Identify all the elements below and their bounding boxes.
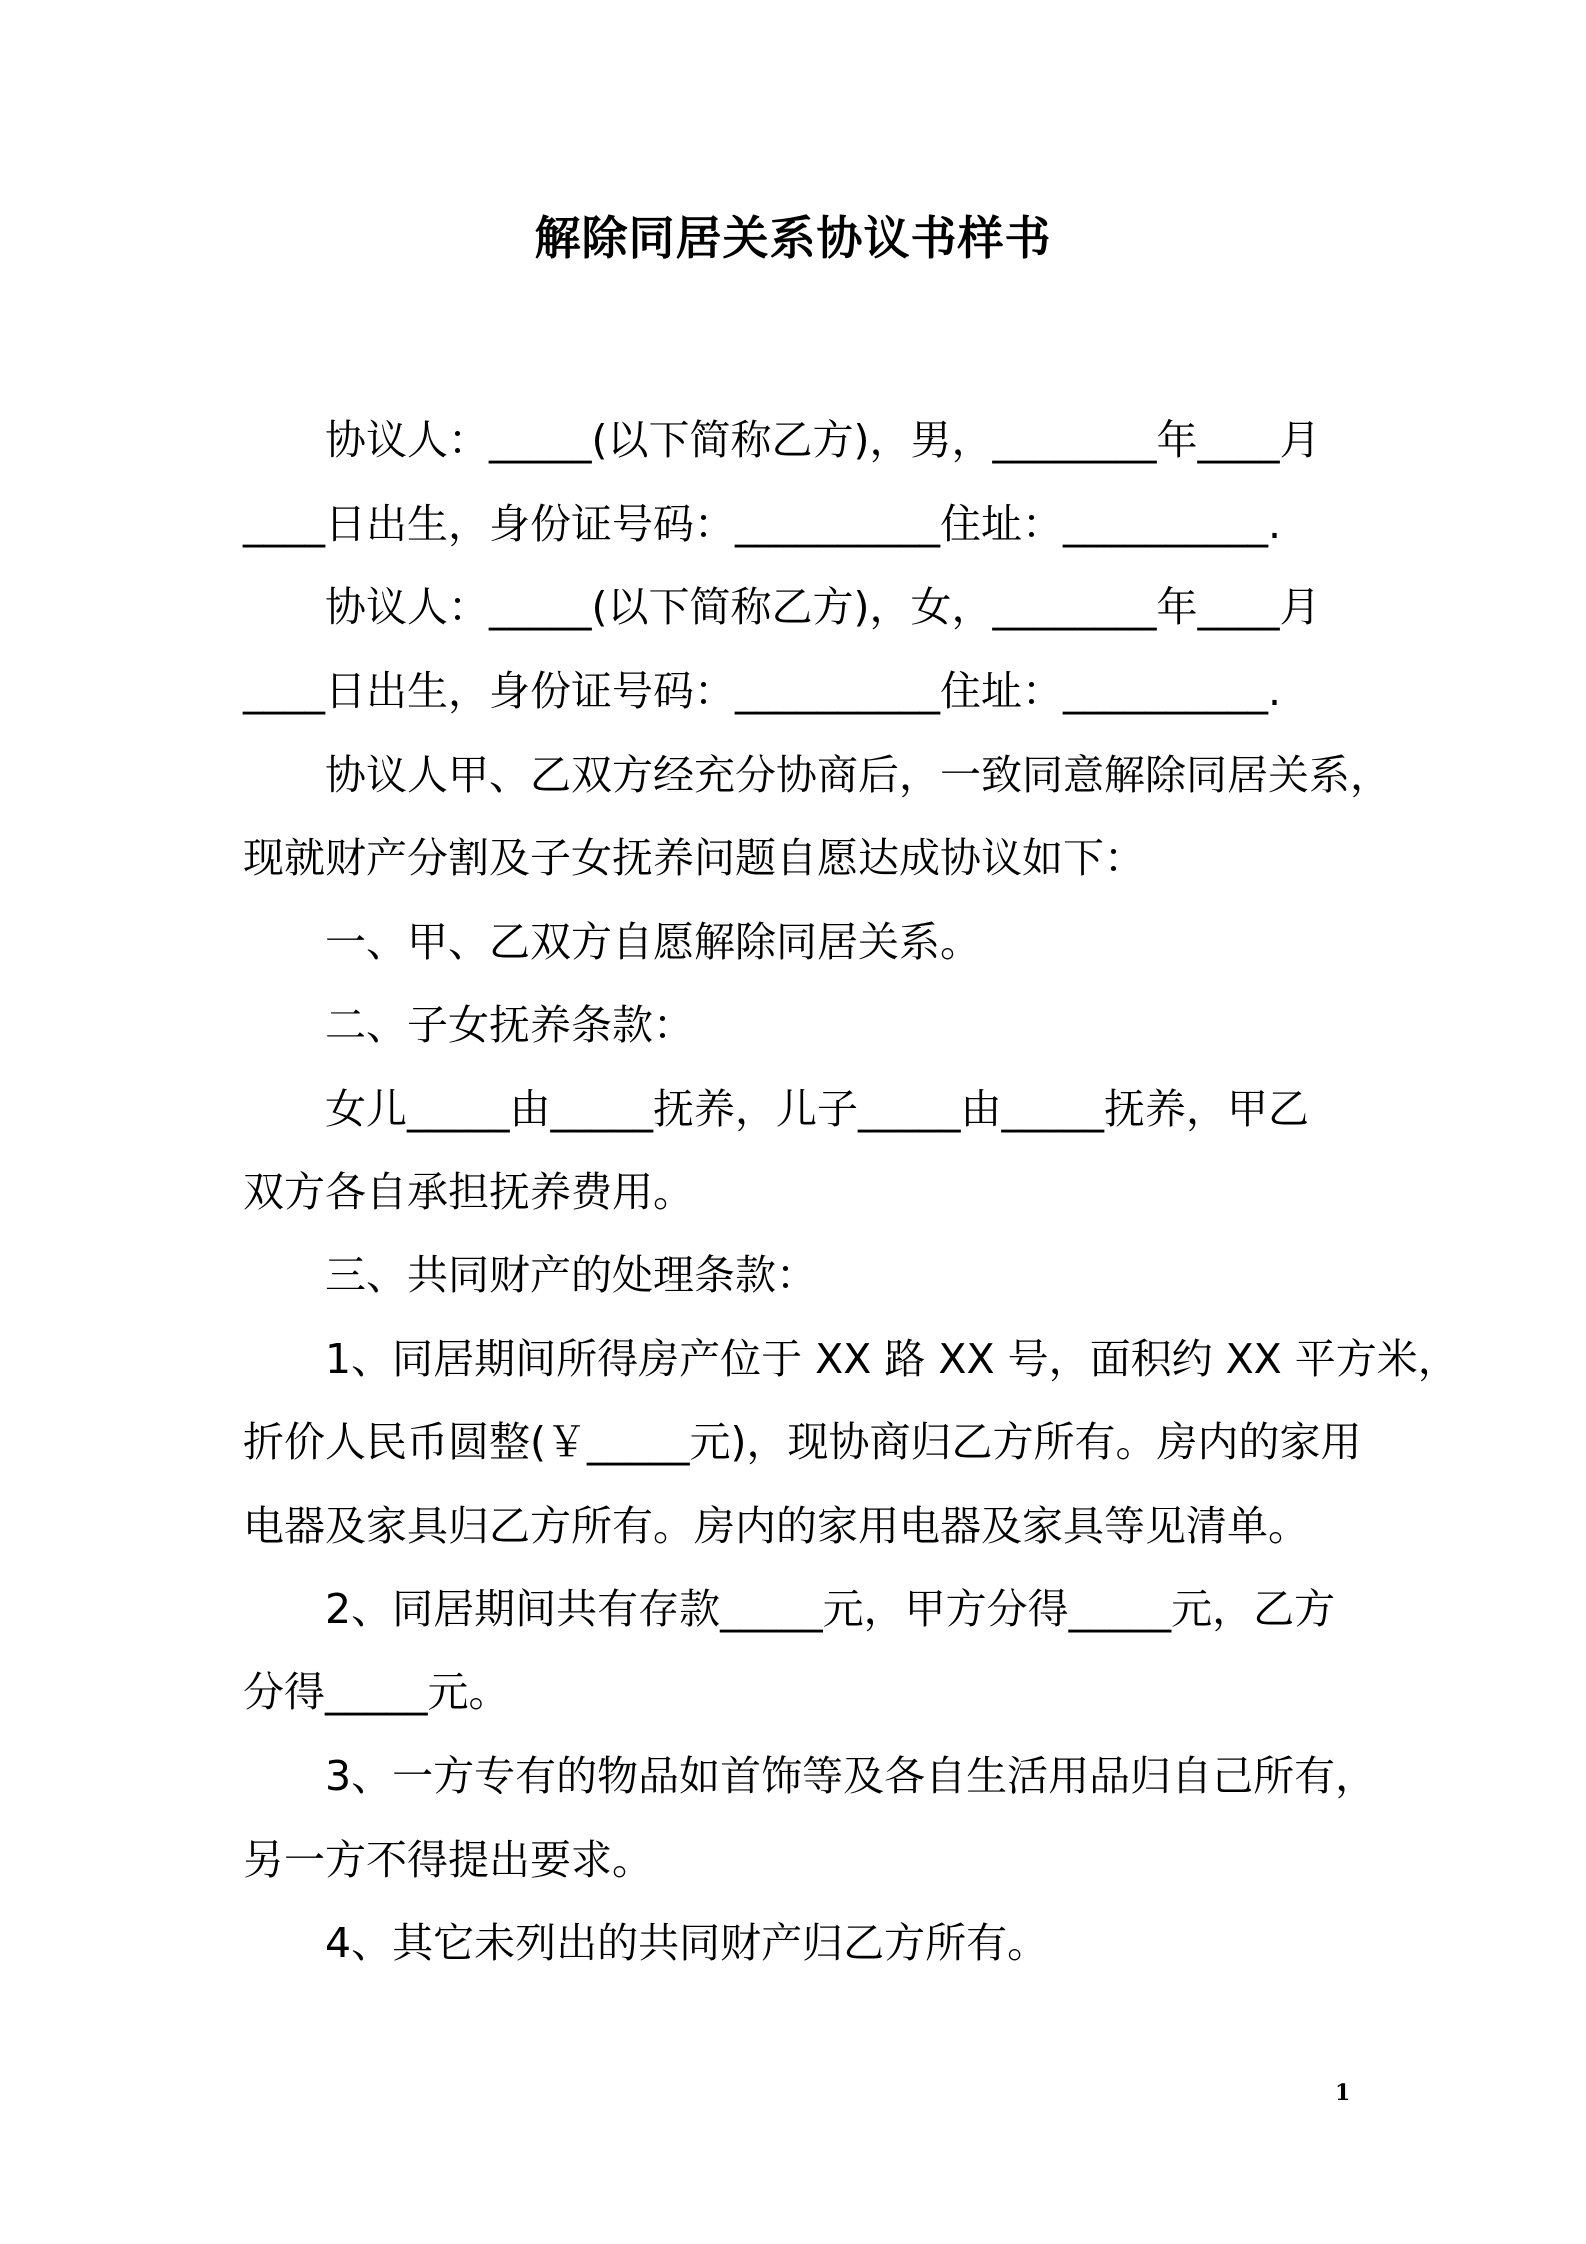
property-item-1-line-2: 折价人民币圆整(￥_____元)，现协商归乙方所有。房内的家用: [243, 1418, 1362, 1466]
preamble-line-2: 现就财产分割及子女抚养问题自愿达成协议如下：: [243, 834, 1145, 882]
party-b-line-2: ____日出生，身份证号码：__________住址：__________.: [243, 667, 1282, 715]
party-b-line-1: 协议人：_____(以下简称乙方)，女，________年____月: [325, 583, 1321, 631]
clause-3-heading: 三、共同财产的处理条款：: [325, 1251, 817, 1299]
preamble-line-1: 协议人甲、乙双方经充分协商后，一致同意解除同居关系，: [325, 751, 1391, 799]
property-item-4-line-1: 4、其它未列出的共同财产归乙方所有。: [325, 1919, 1049, 1967]
property-item-3-line-2: 另一方不得提出要求。: [243, 1836, 653, 1884]
document-title: 解除同居关系协议书样书: [534, 211, 1052, 265]
property-item-2-line-2: 分得_____元。: [243, 1668, 510, 1716]
party-a-line-1: 协议人：_____(以下简称乙方)，男，________年____月: [325, 416, 1321, 464]
property-item-1-line-1: 1、同居期间所得房产位于 XX 路 XX 号，面积约 XX 平方米，: [325, 1335, 1459, 1383]
clause-1-heading: 一、甲、乙双方自愿解除同居关系。: [325, 918, 981, 966]
custody-line-1: 女儿_____由_____抚养，儿子_____由_____抚养，甲乙: [325, 1085, 1309, 1133]
party-a-line-2: ____日出生，身份证号码：__________住址：__________.: [243, 500, 1282, 548]
property-item-1-line-3: 电器及家具归乙方所有。房内的家用电器及家具等见清单。: [243, 1502, 1309, 1550]
clause-2-heading: 二、子女抚养条款：: [325, 1001, 694, 1049]
property-item-3-line-1: 3、一方专有的物品如首饰等及各自生活用品归自己所有，: [325, 1752, 1377, 1800]
page-number: 1: [1335, 2080, 1351, 2106]
property-item-2-line-1: 2、同居期间共有存款_____元，甲方分得_____元，乙方: [325, 1585, 1336, 1633]
custody-line-2: 双方各自承担抚养费用。: [243, 1168, 694, 1216]
